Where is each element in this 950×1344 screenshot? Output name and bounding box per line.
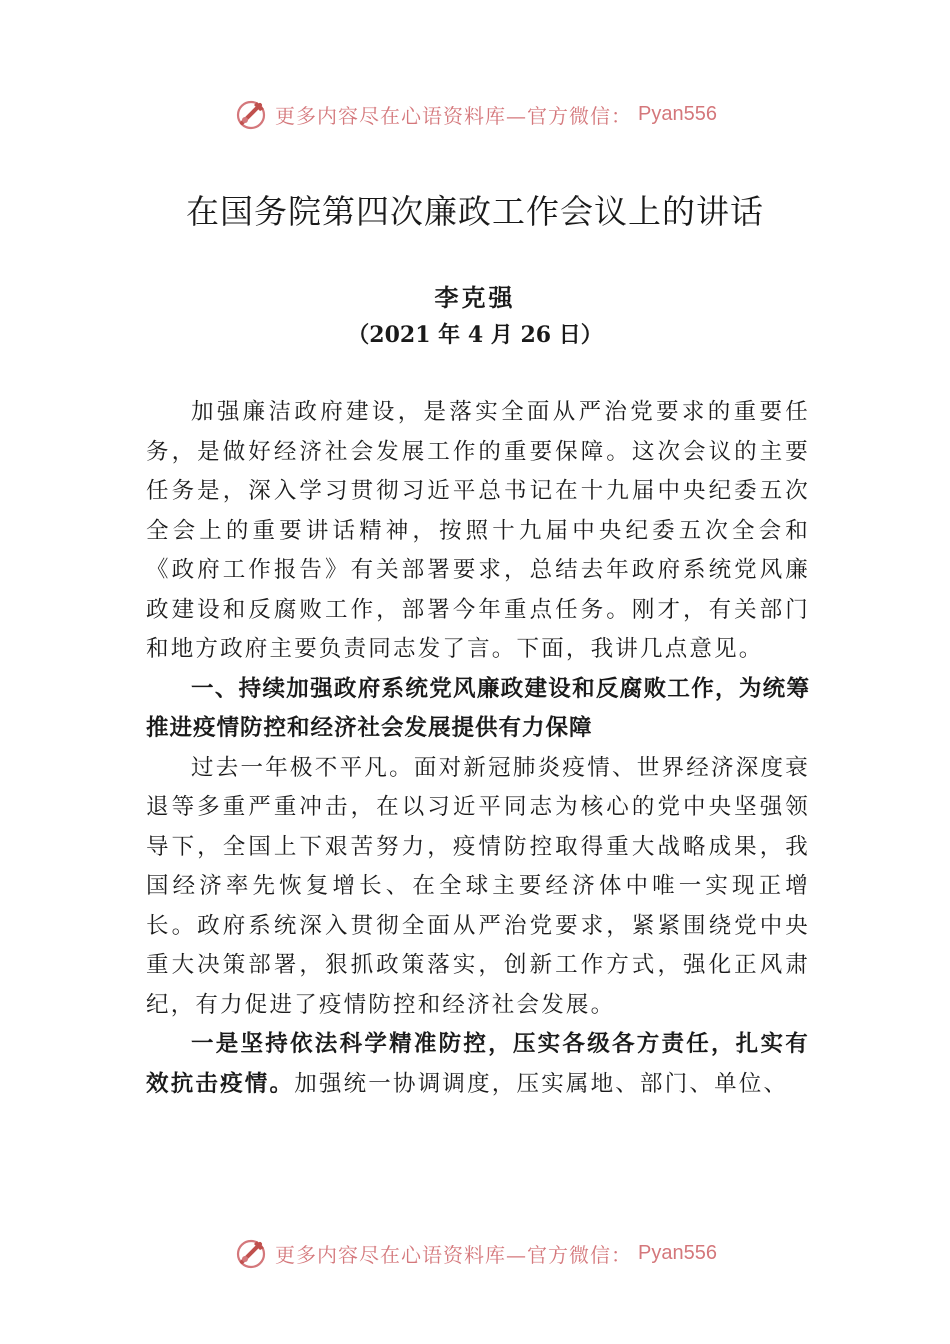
- brush-logo-icon: [233, 96, 269, 132]
- document-author: 李克强: [434, 283, 516, 312]
- footer-watermark-banner: [0, 1233, 950, 1273]
- point-one-lead: 一是坚持依法科学精准防控，压实各级各方责任，扎实有效抗击疫情。: [146, 1031, 810, 1097]
- brush-logo-icon: [233, 1235, 269, 1271]
- paragraph-point-one: [146, 1025, 810, 1104]
- banner-account: Pyan556: [638, 102, 717, 125]
- point-one-text: 加强统一协调调度，压实属地、部门、单位、: [294, 1070, 789, 1097]
- document-title: 在国务院第四次廉政工作会议上的讲话: [186, 192, 764, 231]
- paragraph-review: 过去一年极不平凡。面对新冠肺炎疫情、世界经济深度衰退等多重严重冲击，在以习近平同志为核心的党中央坚强领导下，全国上下艰苦努力，疫情防控取得重大战略成果，我国经济率先恢复增长、在全球主要经济体中唯一实现正增长。政府系统深入贯彻全面从严治党要求，紧紧围绕党中央重大决策部署，狠抓政策落实，创新工作方式，强化正风肃纪，有力促进了疫情防控和经济社会发展。: [146, 754, 810, 1018]
- banner-text: 更多内容尽在心语资料库—官方微信：: [275, 1242, 633, 1267]
- banner-text: 更多内容尽在心语资料库—官方微信：: [275, 103, 633, 128]
- paragraph-intro: 加强廉洁政府建设，是落实全面从严治党要求的重要任务，是做好经济社会发展工作的重要保障。这次会议的主要任务是，深入学习贯彻习近平总书记在十九届中央纪委五次全会上的重要讲话精神，按照十九届中央纪委五次全会和《政府工作报告》有关部署要求，总结去年政府系统党风廉政建设和反腐败工作，部署今年重点任务。刚才，有关部门和地方政府主要负责同志发了言。下面，我讲几点意见。: [146, 399, 810, 662]
- header-watermark-banner: [0, 94, 950, 134]
- document-body: [146, 393, 810, 1104]
- banner-account: Pyan556: [638, 1241, 717, 1264]
- document-date: （2021 年 4 月 26 日）: [347, 322, 603, 348]
- section-heading: 一、持续加强政府系统党风廉政建设和反腐败工作，为统筹推进疫情防控和经济社会发展提供有力保障: [146, 675, 810, 741]
